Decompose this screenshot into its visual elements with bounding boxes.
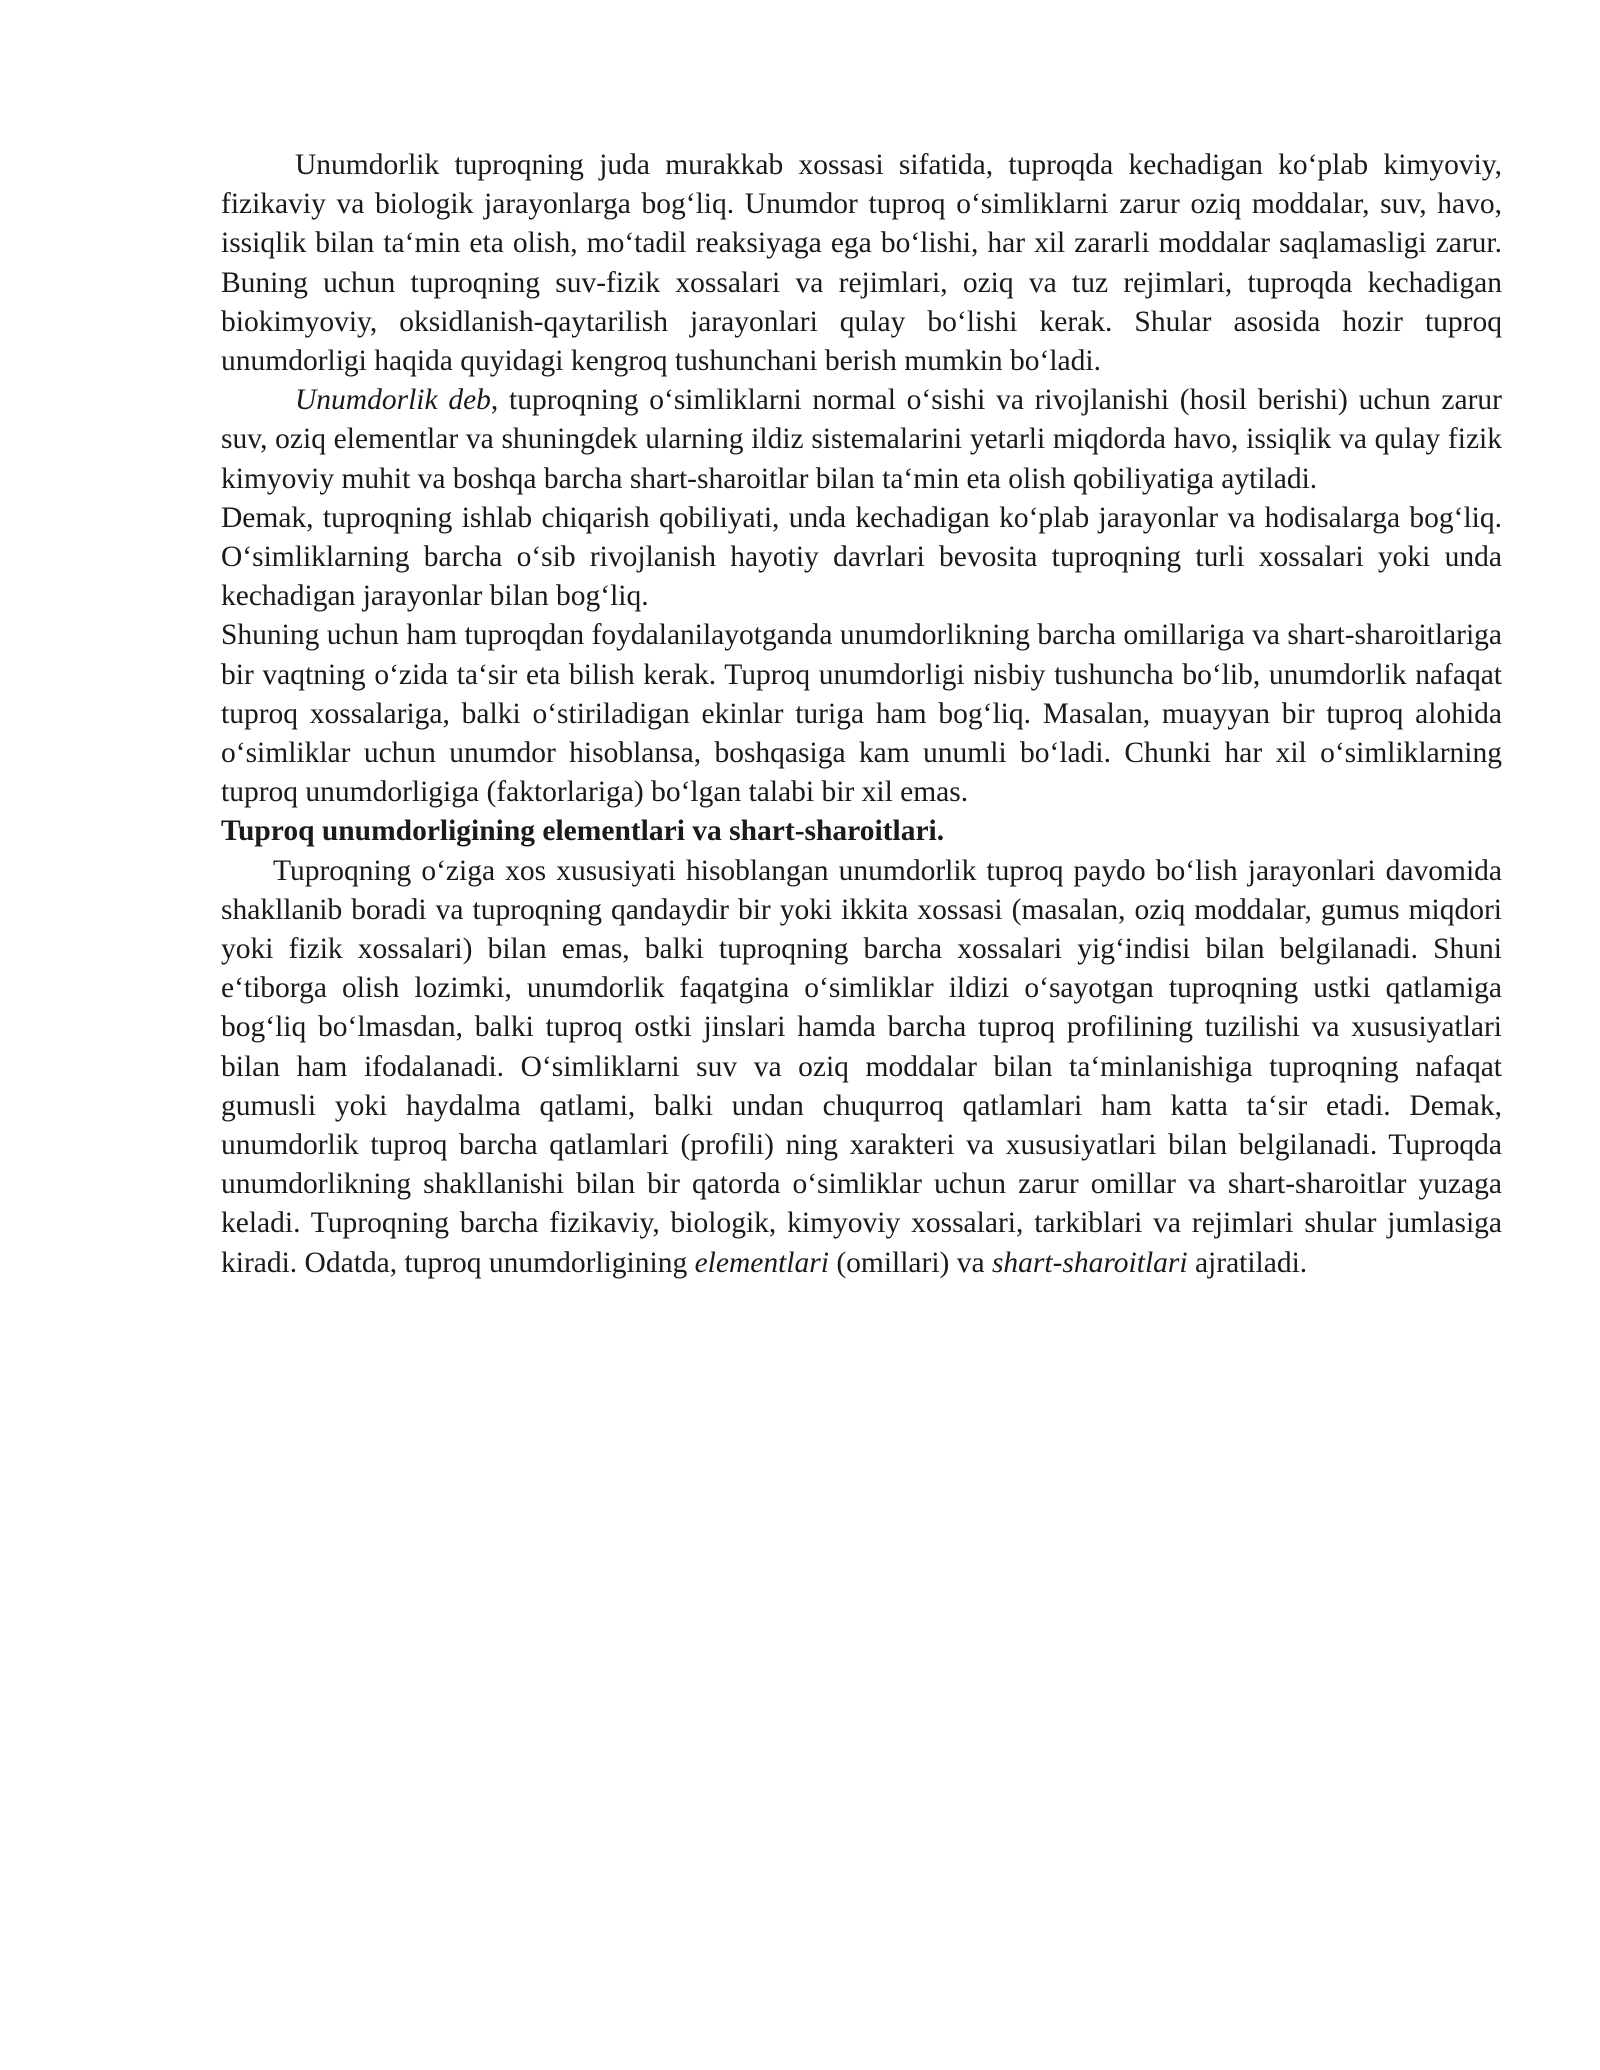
paragraph-5-italic-elementlari: elementlari — [694, 1246, 829, 1279]
paragraph-5 — [221, 852, 1502, 1283]
paragraph-5-italic-shart-sharoitlari: shart-sharoitlari — [991, 1246, 1188, 1279]
document-page — [221, 146, 1502, 1283]
paragraph-2-italic-term: Unumdorlik deb — [295, 384, 491, 417]
paragraph-5-text-b: (omillari) va — [828, 1246, 992, 1279]
paragraph-4: Shuning uchun ham tuproqdan foydalanilayotganda unumdorlikning barcha omillariga va shart-sharoitlariga bir vaqtning o‘zida ta‘sir eta bilish kerak. Tuproq unumdorligi nisbiy tushuncha bo‘lib, unumdorlik nafaqat tuproq xossalariga, balki o‘stiriladigan ekinlar turiga ham bog‘liq. Masalan, muayyan bir tuproq alohida o‘simliklar uchun unumdor hisoblansa, boshqasiga kam unumli bo‘ladi. Chunki har xil o‘simliklarning tuproq unumdorligiga (faktorlariga) bo‘lgan talabi bir xil emas. — [221, 619, 1502, 809]
paragraph-5-text-c: ajratiladi. — [1187, 1246, 1308, 1279]
paragraph-2-text: , tuproqning o‘simliklarni normal o‘sishi va rivojlanishi (hosil berishi) uchun zarur suv, oziq elementlar va shuningdek ularning ildiz sistemalarini yetarli miqdorda havo, issiqlik va qulay fizik kimyoviy muhit va boshqa barcha shart-sharoitlar bilan ta‘min eta olish qobiliyatiga aytiladi. — [221, 384, 1503, 495]
paragraph-5-text-a: Tuproqning o‘ziga xos xususiyati hisoblangan unumdorlik tuproq paydo bo‘lish jarayonlari davomida shakllanib boradi va tuproqning qandaydir bir yoki ikkita xossasi (masalan, oziq moddalar, gumus miqdori yoki fizik xossalari) bilan emas, balki tuproqning barcha xossalari yig‘indisi bilan belgilanadi. Shuni e‘tiborga olish lozimki, unumdorlik faqatgina o‘simliklar ildizi o‘sayotgan tuproqning ustki qatlamiga bog‘liq bo‘lmasdan, balki tuproq ostki jinslari hamda barcha tuproq profilining tuzilishi va xususiyatlari bilan ham ifodalanadi. O‘simliklarni suv va oziq moddalar bilan ta‘minlanishiga tuproqning nafaqat gumusli yoki haydalma qatlami, balki undan chuqurroq qatlamlari ham katta ta‘sir etadi. Demak, unumdorlik tuproq barcha qatlamlari (profili) ning xarakteri va xususiyatlari bilan belgilanadi. Tuproqda unumdorlikning shakllanishi bilan bir qatorda o‘simliklar uchun zarur omillar va shart-sharoitlar yuzaga keladi. Tuproqning barcha fizikaviy, biologik, kimyoviy xossalari, tarkiblari va rejimlari shular jumlasiga kiradi. Odatda, tuproq unumdorligining — [221, 854, 1502, 1279]
paragraph-3: Demak, tuproqning ishlab chiqarish qobiliyati, unda kechadigan ko‘plab jarayonlar va hodisalarga bog‘liq. O‘simliklarning barcha o‘sib rivojlanish hayotiy davrlari bevosita tuproqning turli xossalari yoki unda kechadigan jarayonlar bilan bog‘liq. — [221, 501, 1502, 613]
paragraph-2 — [221, 381, 1502, 499]
paragraph-1: Unumdorlik tuproqning juda murakkab xossasi sifatida, tuproqda kechadigan ko‘plab kimyoviy, fizikaviy va biologik jarayonlarga bog‘liq. Unumdor tuproq o‘simliklarni zarur oziq moddalar, suv, havo, issiqlik bilan ta‘min eta olish, mo‘tadil reaksiyaga ega bo‘lishi, har xil zararli moddalar saqlamasligi zarur. Buning uchun tuproqning suv-fizik xossalari va rejimlari, oziq va tuz rejimlari, tuproqda kechadigan biokimyoviy, oksidlanish-qaytarilish jarayonlari qulay bo‘lishi kerak. Shular asosida hozir tuproq unumdorligi haqida quyidagi kengroq tushunchani berish mumkin bo‘ladi. — [221, 149, 1502, 378]
section-heading: Tuproq unumdorligining elementlari va shart-sharoitlari. — [221, 815, 945, 848]
